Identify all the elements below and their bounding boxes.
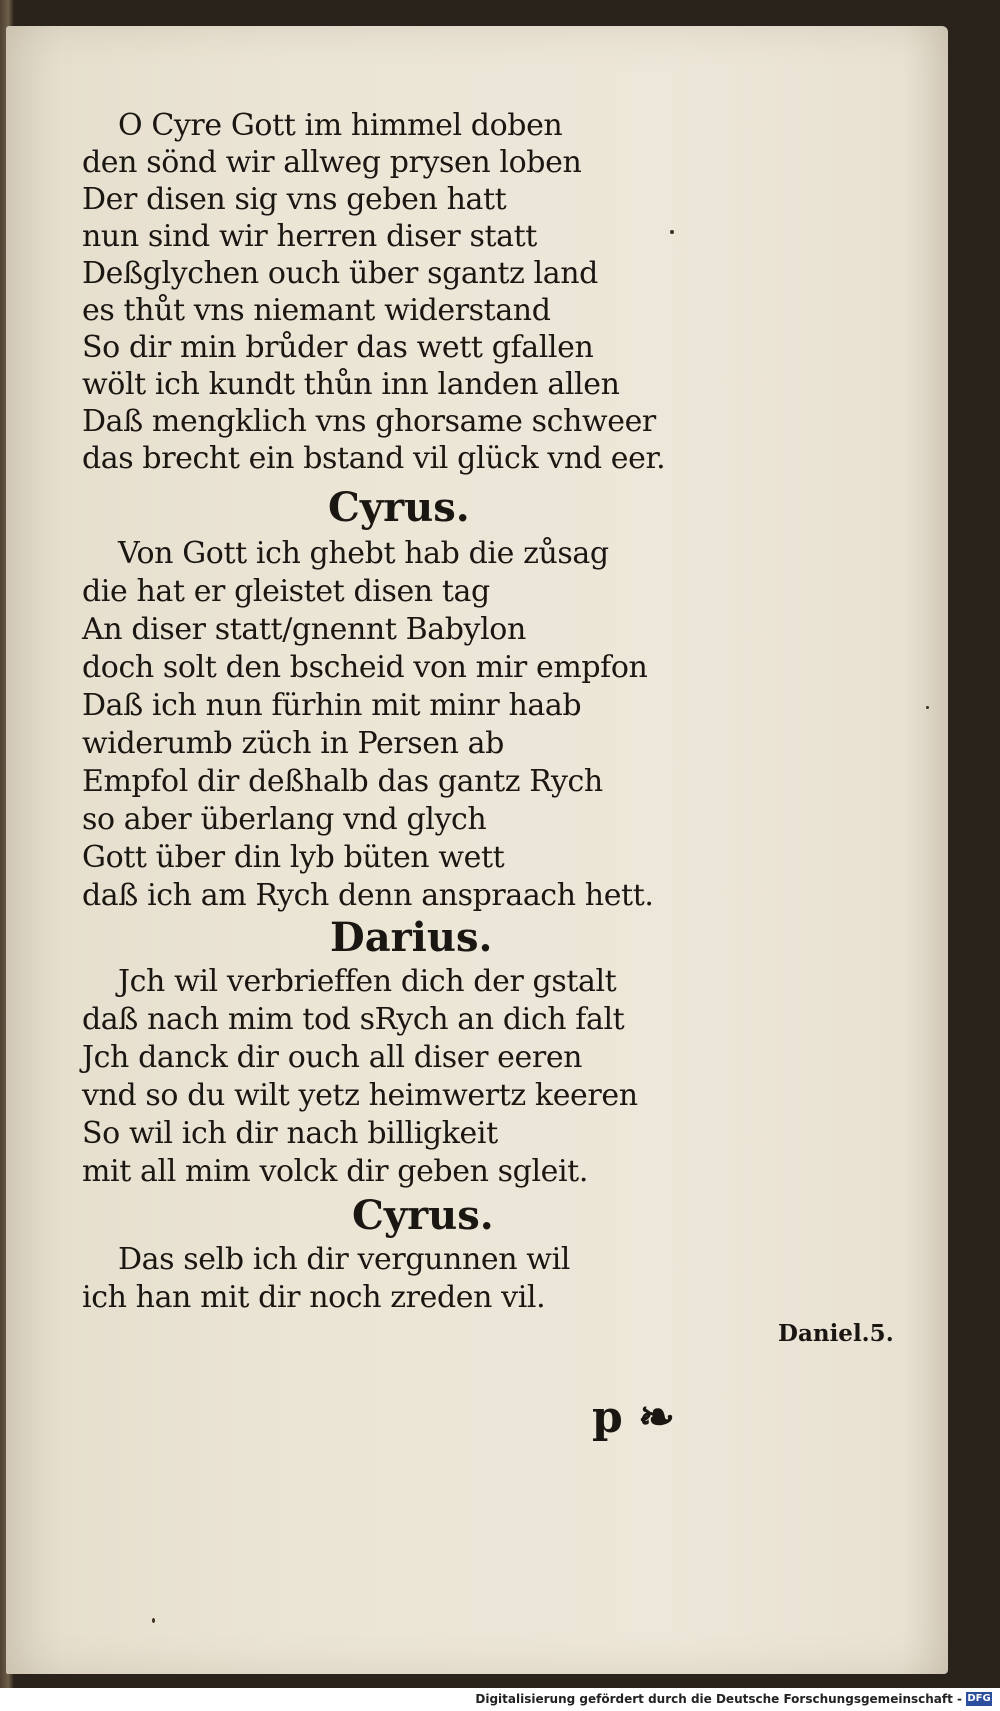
verse-line: Der disen sig vns geben hatt xyxy=(82,182,507,217)
verse-line: widerumb züch in Persen ab xyxy=(82,726,504,761)
verse-line: nun sind wir herren diser statt xyxy=(82,219,537,254)
digitization-credit: Digitalisierung gefördert durch die Deutsche Forschungsgemeinschaft - xyxy=(475,1692,962,1706)
verse-line: O Cyre Gott im himmel doben xyxy=(118,108,563,143)
margin-reference: Daniel.5. xyxy=(778,1320,894,1347)
verse-line: Das selb ich dir vergunnen wil xyxy=(118,1242,570,1277)
verse-line: Jch danck dir ouch all diser eeren xyxy=(82,1040,583,1075)
verse-line: So wil ich dir nach billigkeit xyxy=(82,1116,498,1151)
verse-line: mit all mim volck dir geben sgleit. xyxy=(82,1154,588,1189)
speaker-heading: Cyrus. xyxy=(328,484,470,531)
speaker-heading: Cyrus. xyxy=(352,1192,494,1239)
signature-mark: p ❧ xyxy=(592,1392,675,1443)
verse-line: die hat er gleistet disen tag xyxy=(82,574,490,609)
verse-line: So dir min brůder das wett gfallen xyxy=(82,330,594,365)
speaker-heading: Darius. xyxy=(330,914,493,961)
verse-line: An diser statt/gnennt Babylon xyxy=(82,612,526,647)
paper-speck xyxy=(152,1618,155,1623)
verse-line: Jch wil verbrieffen dich der gstalt xyxy=(118,964,617,999)
verse-line: Daß mengklich vns ghorsame schweer xyxy=(82,404,656,439)
verse-line: Von Gott ich ghebt hab die zůsag xyxy=(118,536,609,571)
verse-line: Empfol dir deßhalb das gantz Rych xyxy=(82,764,603,799)
book-page xyxy=(6,26,948,1674)
verse-line: es thůt vns niemant widerstand xyxy=(82,293,551,328)
verse-line: Gott über din lyb büten wett xyxy=(82,840,505,875)
paper-speck xyxy=(670,230,674,234)
verse-line: das brecht ein bstand vil glück vnd eer. xyxy=(82,441,666,476)
verse-line: so aber überlang vnd glych xyxy=(82,802,487,837)
dfg-logo: DFG xyxy=(967,1693,991,1704)
verse-line: Daß ich nun fürhin mit minr haab xyxy=(82,688,582,723)
verse-line: daß nach mim tod sRych an dich falt xyxy=(82,1002,625,1037)
verse-line: wölt ich kundt thůn inn landen allen xyxy=(82,367,620,402)
verse-line: daß ich am Rych denn anspraach hett. xyxy=(82,878,654,913)
verse-line: ich han mit dir noch zreden vil. xyxy=(82,1280,546,1315)
verse-line: den sönd wir allweg prysen loben xyxy=(82,145,582,180)
verse-line: doch solt den bscheid von mir empfon xyxy=(82,650,648,685)
verse-line: vnd so du wilt yetz heimwertz keeren xyxy=(82,1078,638,1113)
verse-line: Deßglychen ouch über sgantz land xyxy=(82,256,598,291)
paper-speck xyxy=(926,706,929,709)
